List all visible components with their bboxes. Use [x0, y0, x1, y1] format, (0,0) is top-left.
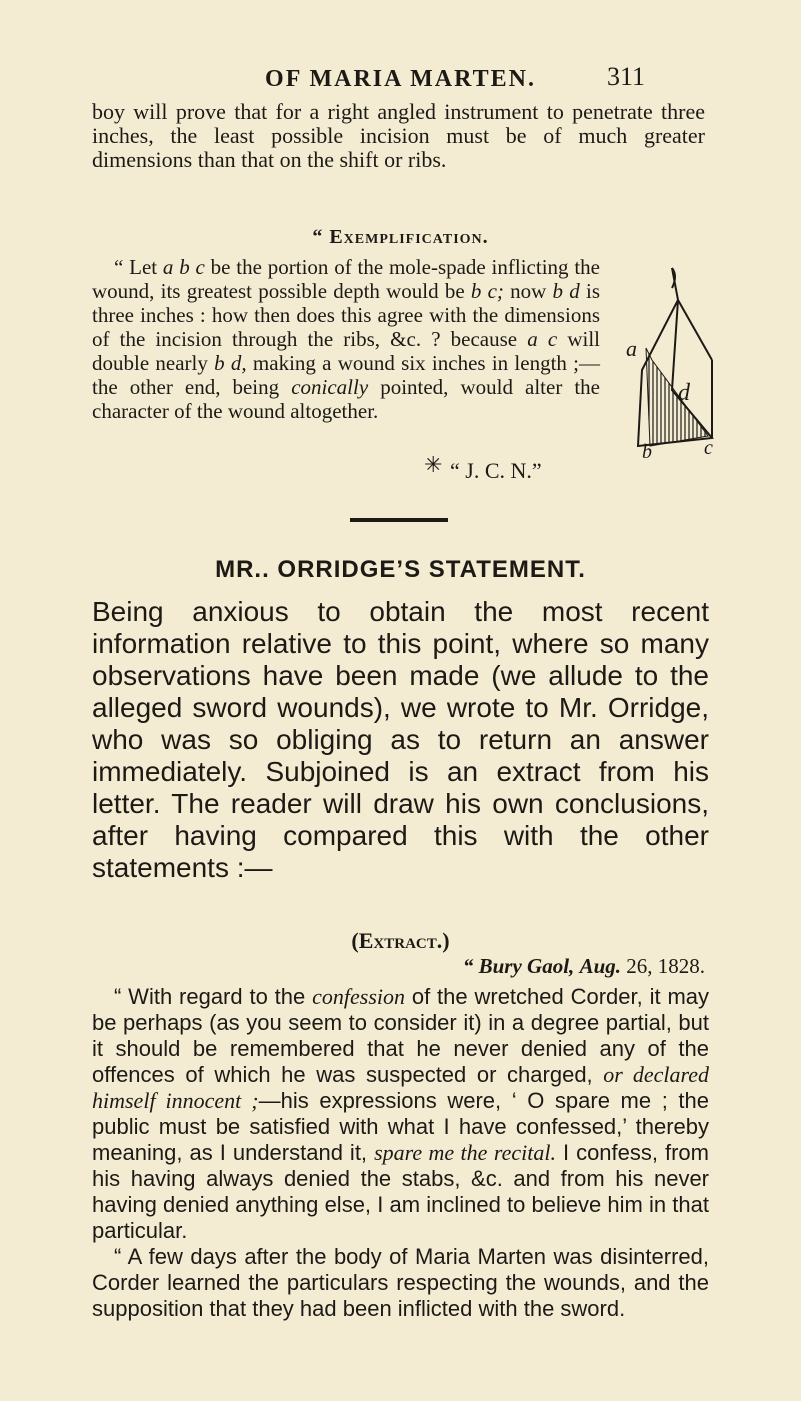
dateline-place: “ Bury Gaol,	[462, 954, 575, 978]
dateline-month: Aug.	[579, 954, 621, 978]
text-run: of the wretched Corder, it may be perhaps (as you seem to consider it) in a degree partial, but it should be remembered that he never denied any of the offences of which he was suspected or charged,	[92, 984, 710, 1087]
statement-paragraph	[92, 596, 709, 884]
exemplification-text	[92, 255, 600, 423]
section-title: MR.. ORRIDGE’S STATEMENT.	[215, 556, 586, 583]
exemplification-heading-text: “ Exemplification.	[312, 226, 489, 248]
label-d: d	[678, 380, 690, 406]
extract-heading	[0, 928, 801, 954]
text-run: is three inches : how then does this agree with the dimensions of the incision through the ribs, &c. ? because	[92, 279, 600, 351]
mole-spade-diagram	[612, 260, 722, 460]
exemplification-paragraph	[92, 255, 600, 423]
section-divider	[350, 518, 448, 522]
letter-dateline	[190, 954, 705, 979]
letter-paragraph-1	[92, 984, 709, 1244]
text-run: I confess, from his having always denied the stabs, &c. and from his never having denied anything else, I am inclined to believe him in that particular.	[92, 1140, 709, 1243]
running-head: OF MARIA MARTEN.	[265, 66, 536, 92]
page-number: 311	[607, 62, 646, 91]
italic-run: b d,	[214, 351, 247, 375]
italic-run: a b c	[162, 255, 205, 279]
exemplification-heading	[0, 226, 801, 249]
text-run: will double nearly	[92, 327, 601, 375]
printers-mark-icon: ✳	[424, 452, 443, 477]
italic-run: spare me the recital.	[374, 1140, 556, 1165]
letter-extract	[92, 984, 709, 1322]
italic-run: a c	[527, 327, 558, 351]
statement-text: Being anxious to obtain the most recent information relative to this point, where so many observations have been made (we allude to the alleged sword wounds), we wrote to Mr. Orridge, who was so obliging as to return an answer immediately. Subjoined is an extract from his letter. The reader will draw his own conclusions, after having compared this with the other statements :—	[92, 596, 709, 883]
text-run: pointed, would alter the character of the wound altogether.	[92, 375, 601, 423]
text-run: —his expressions were, ‘ O spare me ; the public must be satisfied with what I have confessed,’ thereby meaning, as I understand it,	[92, 1088, 709, 1165]
signature-jcn: “ J. C. N.”	[450, 458, 542, 483]
italic-run: or declared himself innocent ;	[92, 1062, 709, 1113]
text-run: making a wound six inches in length ;—the other end, being	[92, 351, 601, 399]
text-run: now	[503, 279, 553, 303]
italic-run: confession	[312, 984, 405, 1009]
italic-run: conically	[291, 375, 369, 399]
label-c: c	[704, 437, 713, 459]
text-run: be the portion of the mole-spade inflicting the wound, its greatest possible depth would be	[92, 255, 601, 303]
extract-heading-text: (Extract.)	[351, 928, 450, 953]
intro-text: boy will prove that for a right angled instrument to penetrate three inches, the least possible incision must be of much greater dimensions than that on the shift or ribs.	[92, 99, 705, 172]
label-b: b	[642, 441, 652, 460]
italic-run: b c;	[470, 279, 504, 303]
text-run: “ With regard to the	[114, 984, 313, 1009]
letter-paragraph-2: “ A few days after the body of Maria Marten was disinterred, Corder learned the particulars respecting the wounds, and the supposition that they had been inflicted with the sword.	[92, 1244, 709, 1321]
text-run: “ Let	[114, 255, 163, 279]
dateline-day-year: 26, 1828.	[626, 954, 705, 978]
spade-shading	[646, 348, 708, 446]
label-a: a	[626, 336, 637, 361]
intro-paragraph	[92, 100, 705, 172]
spade-edge	[678, 300, 712, 360]
italic-run: b d	[552, 279, 580, 303]
